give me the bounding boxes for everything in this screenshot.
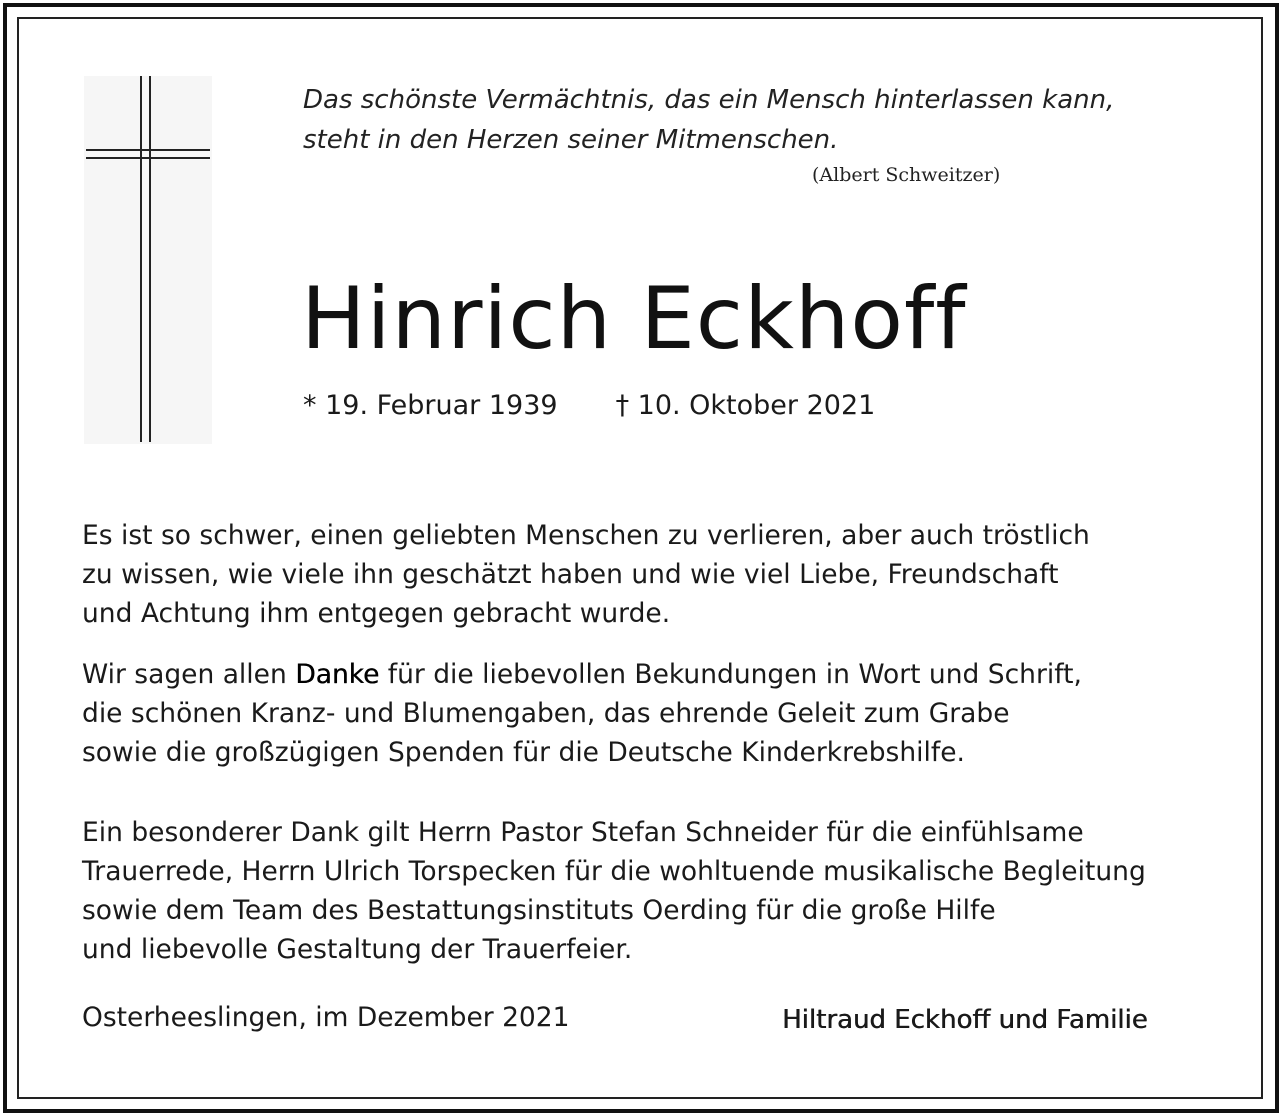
quote-author: (Albert Schweitzer) (812, 164, 1001, 186)
birth-date: * 19. Februar 1939 (303, 390, 558, 421)
paragraph-thanks (82, 655, 1222, 772)
paragraph-line (82, 655, 1222, 694)
paragraph-line: die schönen Kranz- und Blumengaben, das ehrende Geleit zum Grabe (82, 698, 1010, 729)
paragraph-line: zu wissen, wie viele ihn geschätzt haben und wie viel Liebe, Freundschaft (82, 559, 1059, 590)
paragraph-special-thanks (82, 813, 1222, 969)
quote-line: Das schönste Vermächtnis, das ein Mensch hinterlassen kann, (303, 85, 1115, 115)
epigraph-quote (303, 80, 1203, 160)
paragraph-line: Ein besonderer Dank gilt Herrn Pastor Stefan Schneider für die einfühlsame (82, 817, 1084, 848)
deceased-name: Hinrich Eckhoff (301, 269, 967, 369)
paragraph-line: und Achtung ihm entgegen gebracht wurde. (82, 598, 671, 629)
cross-icon (84, 76, 212, 444)
thanks-emphasis: Danke (295, 659, 380, 690)
quote-line: steht in den Herzen seiner Mitmenschen. (303, 125, 839, 155)
thanks-rest: für die liebevollen Bekundungen in Wort und Schrift, (379, 659, 1082, 690)
paragraph-condolence (82, 516, 1222, 633)
signature: Hiltraud Eckhoff und Familie (782, 1005, 1148, 1035)
paragraph-line: Trauerrede, Herrn Ulrich Torspecken für die wohltuende musikalische Begleitung (82, 856, 1146, 887)
paragraph-line: sowie dem Team des Bestattungsinstituts Oerding für die große Hilfe (82, 895, 996, 926)
life-dates (303, 386, 875, 426)
paragraph-line: sowie die großzügigen Spenden für die Deutsche Kinderkrebshilfe. (82, 737, 965, 768)
death-date: † 10. Oktober 2021 (615, 390, 876, 421)
paragraph-line: Es ist so schwer, einen geliebten Menschen zu verlieren, aber auch tröstlich (82, 520, 1090, 551)
thanks-intro: Wir sagen allen (82, 659, 296, 690)
place-date: Osterheeslingen, im Dezember 2021 (82, 1002, 570, 1033)
paragraph-line: und liebevolle Gestaltung der Trauerfeier. (82, 934, 633, 965)
